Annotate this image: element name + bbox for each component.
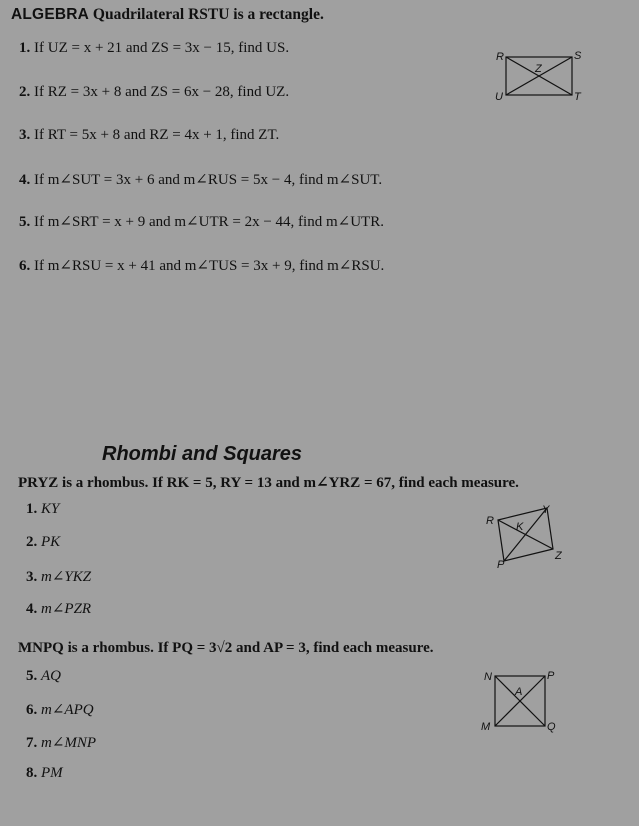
item-text: m∠PZR	[41, 601, 92, 617]
item-number: 1.	[26, 501, 38, 517]
rhombus1-item-3	[26, 567, 91, 586]
rect-question-6	[19, 256, 384, 275]
vertex-label-q: Q	[547, 721, 556, 733]
vertex-label-y: Y	[542, 504, 550, 516]
question-text: If m∠SRT = x + 9 and m∠UTR = 2x − 44, find m∠UTR.	[34, 214, 384, 230]
vertex-label-p: P	[547, 670, 555, 682]
item-number: 5.	[26, 668, 38, 684]
vertex-label-n: N	[484, 671, 492, 683]
item-number: 6.	[26, 702, 38, 718]
rhombus1-item-1	[26, 501, 59, 518]
rhombus-statement-1: PRYZ is a rhombus. If RK = 5, RY = 13 and m∠YRZ = 67, find each measure.	[18, 475, 519, 491]
rect-question-5	[19, 212, 384, 231]
center-label-a: A	[515, 686, 523, 698]
rhombus1-item-4	[26, 599, 91, 618]
item-number: 2.	[26, 534, 38, 550]
rhombus1-item-2	[26, 534, 60, 551]
vertex-label-m: M	[481, 721, 491, 733]
rect-question-3	[19, 127, 279, 144]
vertex-label-p: P	[497, 559, 505, 571]
item-number: 3.	[26, 569, 38, 585]
rect-question-1	[19, 40, 289, 57]
vertex-label-u: U	[495, 91, 503, 103]
center-label-k: K	[516, 521, 524, 533]
rhombus2-item-7	[26, 733, 96, 752]
item-text: m∠APQ	[41, 702, 94, 718]
rhombus-mnpq-figure	[478, 666, 568, 736]
question-number: 1.	[19, 40, 31, 56]
rhombus2-item-6	[26, 700, 94, 719]
question-number: 2.	[19, 84, 31, 100]
question-text: If RT = 5x + 8 and RZ = 4x + 1, find ZT.	[34, 127, 280, 143]
rhombus2-item-5	[26, 668, 61, 685]
topic-label: ALGEBRA	[11, 6, 90, 23]
rhombus-statement-2: MNPQ is a rhombus. If PQ = 3√2 and AP = 3, find each measure.	[18, 640, 434, 656]
vertex-label-r: R	[496, 51, 504, 63]
vertex-label-r: R	[486, 515, 494, 527]
question-number: 4.	[19, 172, 31, 188]
rectangle-rstu-figure	[488, 44, 588, 106]
question-text: If UZ = x + 21 and ZS = 3x − 15, find US.	[34, 40, 290, 56]
rhombus2-item-8	[26, 765, 63, 782]
item-text: PK	[41, 534, 61, 550]
header-statement: Quadrilateral RSTU is a rectangle.	[92, 6, 324, 23]
rect-question-2	[19, 84, 289, 101]
item-text: AQ	[41, 668, 61, 684]
item-text: KY	[41, 501, 60, 517]
rhombus-pryz-figure	[480, 500, 580, 575]
item-text: m∠MNP	[41, 735, 97, 751]
worksheet-header	[11, 6, 324, 24]
section-title: Rhombi and Squares	[102, 443, 303, 465]
item-number: 7.	[26, 735, 38, 751]
question-number: 5.	[19, 214, 31, 230]
vertex-label-z: Z	[555, 550, 562, 562]
item-text: PM	[41, 765, 63, 781]
question-text: If m∠SUT = 3x + 6 and m∠RUS = 5x − 4, find m∠SUT.	[34, 172, 383, 188]
vertex-label-t: T	[574, 91, 581, 103]
vertex-label-s: S	[574, 50, 582, 62]
center-label-z: Z	[535, 63, 542, 75]
question-number: 3.	[19, 127, 31, 143]
question-number: 6.	[19, 258, 31, 274]
item-number: 8.	[26, 765, 38, 781]
question-text: If RZ = 3x + 8 and ZS = 6x − 28, find UZ.	[34, 84, 290, 100]
item-text: m∠YKZ	[41, 569, 92, 585]
item-number: 4.	[26, 601, 38, 617]
rect-question-4	[19, 170, 382, 189]
question-text: If m∠RSU = x + 41 and m∠TUS = 3x + 9, find m∠RSU.	[34, 258, 385, 274]
